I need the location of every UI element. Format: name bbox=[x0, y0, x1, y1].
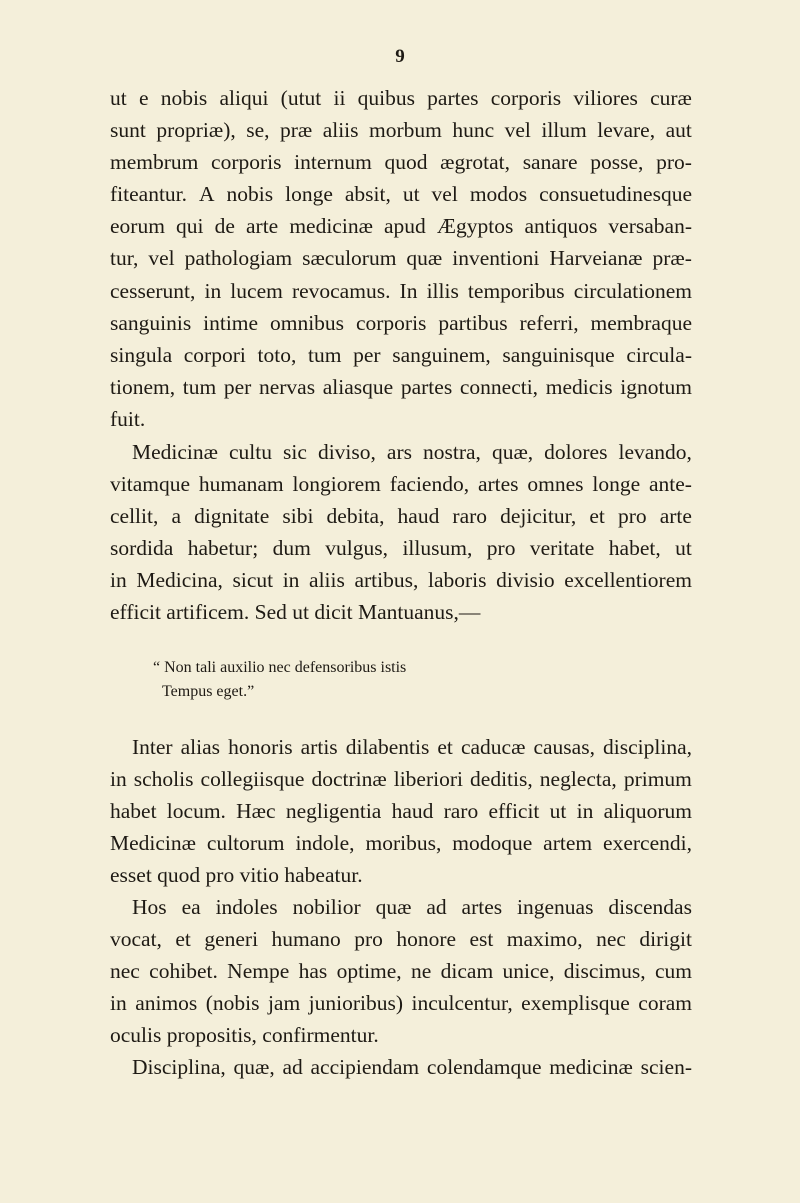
word: dum bbox=[272, 536, 311, 561]
word: tionem, bbox=[110, 374, 176, 399]
text-line bbox=[110, 955, 692, 987]
word: Hæc bbox=[236, 799, 276, 824]
text-line bbox=[110, 564, 692, 596]
word: dejicitur, bbox=[500, 504, 577, 529]
word: illusum, bbox=[402, 536, 473, 561]
word: raro bbox=[452, 504, 488, 529]
word: quæ, bbox=[233, 1055, 275, 1079]
word: neglecta, bbox=[539, 767, 617, 792]
word: aliasque bbox=[322, 374, 394, 399]
word: Disciplina, bbox=[132, 1055, 226, 1079]
word: levando, bbox=[618, 440, 692, 464]
text-line: oculis propositis, confirmentur. bbox=[110, 1023, 379, 1048]
text-line bbox=[110, 532, 692, 564]
text-line: efficit artificem. Sed ut dicit Mantuanus,— bbox=[110, 600, 481, 625]
word: vitamque bbox=[110, 472, 191, 497]
word: sunt bbox=[110, 118, 146, 143]
word: aut bbox=[665, 118, 692, 143]
word: est bbox=[469, 927, 494, 952]
word: internum bbox=[294, 150, 372, 175]
word: tum bbox=[308, 342, 342, 367]
word: aliis bbox=[322, 118, 359, 143]
word: artes bbox=[461, 895, 503, 919]
word: accipiendam bbox=[310, 1055, 420, 1079]
word: divisio bbox=[496, 568, 555, 593]
word: ut bbox=[110, 86, 127, 110]
word: efficit bbox=[488, 799, 540, 824]
word: longe bbox=[592, 472, 641, 497]
word: posse, bbox=[590, 150, 644, 175]
word: haud bbox=[397, 504, 440, 529]
word: aliquorum bbox=[603, 799, 692, 824]
word: haud bbox=[391, 799, 434, 824]
word: vocat, bbox=[110, 927, 162, 952]
word: se, bbox=[246, 118, 270, 143]
word: corporis bbox=[211, 150, 282, 175]
word: in bbox=[576, 799, 594, 824]
word: scholis bbox=[133, 767, 194, 792]
word: fiteantur. bbox=[110, 182, 188, 207]
word: cohibet. bbox=[149, 959, 218, 984]
word: ut bbox=[549, 799, 567, 824]
word: temporibus bbox=[467, 278, 565, 303]
word: Medicina, bbox=[136, 568, 223, 593]
word: præ- bbox=[652, 246, 692, 271]
word: animos bbox=[135, 991, 198, 1016]
word: doctrinæ bbox=[311, 767, 387, 792]
word: (utut bbox=[280, 86, 322, 110]
word: ægrotat, bbox=[440, 150, 511, 175]
word: longiorem bbox=[292, 472, 381, 497]
word: cultorum bbox=[206, 831, 285, 856]
word: medicis bbox=[545, 374, 613, 399]
text-line bbox=[110, 178, 692, 210]
word: nobis bbox=[226, 182, 274, 207]
word: et bbox=[437, 735, 453, 759]
text-line bbox=[110, 827, 692, 859]
text-line bbox=[110, 500, 692, 532]
word: pro- bbox=[656, 150, 692, 175]
word: sicut bbox=[232, 568, 274, 593]
word: ne bbox=[411, 959, 432, 984]
word: ignotum bbox=[620, 374, 692, 399]
word: exercendi, bbox=[603, 831, 692, 856]
quote-line: Tempus eget.” bbox=[162, 683, 255, 700]
word: deditis, bbox=[470, 767, 533, 792]
word: medicinæ bbox=[289, 214, 373, 239]
paragraph-5 bbox=[110, 1051, 692, 1083]
word: honore bbox=[396, 927, 457, 952]
word: dirigit bbox=[639, 927, 692, 952]
word: dignitate bbox=[194, 504, 270, 529]
word: raro bbox=[443, 799, 479, 824]
word: præ bbox=[279, 118, 313, 143]
word: revocamus. bbox=[291, 278, 391, 303]
word: locum. bbox=[166, 799, 226, 824]
word: primum bbox=[623, 767, 692, 792]
word: tum bbox=[182, 374, 217, 399]
word: indoles bbox=[215, 895, 278, 919]
word: membrum bbox=[110, 150, 199, 175]
word: pro bbox=[486, 536, 516, 561]
text-line bbox=[110, 763, 692, 795]
word: illum bbox=[541, 118, 587, 143]
word: in bbox=[110, 991, 127, 1016]
word: humanam bbox=[198, 472, 284, 497]
word: pro bbox=[354, 927, 383, 952]
word: corpori bbox=[183, 342, 246, 367]
text-line bbox=[110, 987, 692, 1019]
word: artem bbox=[543, 831, 593, 856]
text-line bbox=[110, 114, 692, 146]
word: junioribus) bbox=[308, 991, 404, 1016]
word: modos bbox=[469, 182, 528, 207]
word: aliis bbox=[309, 568, 345, 593]
word: artibus, bbox=[354, 568, 419, 593]
word: inventioni bbox=[452, 246, 540, 271]
paragraph-4 bbox=[110, 891, 692, 1051]
word: in bbox=[282, 568, 300, 593]
word: in bbox=[110, 568, 127, 593]
word: levare, bbox=[597, 118, 656, 143]
word: nec bbox=[110, 959, 140, 984]
word: Medicinæ bbox=[132, 440, 218, 464]
word: honoris bbox=[228, 735, 293, 759]
text-line bbox=[110, 923, 692, 955]
word: sic bbox=[283, 440, 307, 464]
word: vel bbox=[148, 246, 175, 271]
word: ingenuas bbox=[517, 895, 594, 919]
word: faciendo, bbox=[389, 472, 470, 497]
word: In bbox=[399, 278, 418, 303]
word: nec bbox=[596, 927, 626, 952]
word: laboris bbox=[427, 568, 487, 593]
word: sanguinis bbox=[110, 310, 192, 335]
word: circula- bbox=[626, 342, 692, 367]
word: Hos bbox=[132, 895, 167, 919]
word: toto, bbox=[257, 342, 297, 367]
text-line bbox=[110, 242, 692, 274]
text-line bbox=[110, 468, 692, 500]
word: jam bbox=[267, 991, 301, 1016]
word: ante- bbox=[649, 472, 692, 497]
paragraph-3 bbox=[110, 731, 692, 891]
text-line bbox=[110, 82, 692, 114]
word: et bbox=[175, 927, 191, 952]
text-line: fuit. bbox=[110, 406, 146, 431]
word: e bbox=[138, 86, 149, 110]
word: humano bbox=[271, 927, 341, 952]
word: cesserunt, bbox=[110, 278, 196, 303]
word: nobilior bbox=[292, 895, 361, 919]
word: sanguinisque bbox=[502, 342, 615, 367]
word: intime bbox=[203, 310, 259, 335]
word: diviso, bbox=[317, 440, 376, 464]
word: optime, bbox=[336, 959, 402, 984]
verse-quote bbox=[153, 656, 406, 704]
word: longe bbox=[285, 182, 333, 207]
word: Medicinæ bbox=[110, 831, 196, 856]
word: habet bbox=[110, 799, 157, 824]
text-line bbox=[110, 371, 692, 403]
word: ars bbox=[386, 440, 412, 464]
word: arte bbox=[246, 214, 279, 239]
word: et bbox=[589, 504, 605, 529]
word: tur, bbox=[110, 246, 139, 271]
word: Harveianæ bbox=[549, 246, 643, 271]
word: ad bbox=[282, 1055, 303, 1079]
word: consuetudinesque bbox=[539, 182, 692, 207]
text-line bbox=[110, 210, 692, 242]
paragraph-1 bbox=[110, 82, 692, 435]
word: collegiisque bbox=[200, 767, 305, 792]
word: vulgus, bbox=[325, 536, 389, 561]
word: unice, bbox=[502, 959, 555, 984]
word: habet, bbox=[608, 536, 661, 561]
word: (nobis bbox=[205, 991, 260, 1016]
word: per bbox=[353, 342, 381, 367]
word: de bbox=[214, 214, 235, 239]
word: Nempe bbox=[227, 959, 290, 984]
word: quod bbox=[384, 150, 428, 175]
word: connecti, bbox=[459, 374, 539, 399]
text-line bbox=[110, 307, 692, 339]
word: quibus bbox=[357, 86, 415, 110]
word: caducæ bbox=[460, 735, 526, 759]
word: ad bbox=[426, 895, 447, 919]
paragraph-2 bbox=[110, 436, 692, 629]
text-line bbox=[110, 275, 692, 307]
word: debita, bbox=[326, 504, 385, 529]
word: propriæ), bbox=[156, 118, 236, 143]
word: Ægyptos bbox=[436, 214, 514, 239]
word: artis bbox=[300, 735, 338, 759]
text-line bbox=[110, 436, 692, 468]
word: curæ bbox=[650, 86, 692, 110]
word: antiquos bbox=[524, 214, 598, 239]
word: artes bbox=[477, 472, 519, 497]
word: cultu bbox=[229, 440, 273, 464]
word: singula bbox=[110, 342, 173, 367]
text-line bbox=[110, 731, 692, 763]
word: ea bbox=[181, 895, 201, 919]
text-line bbox=[110, 146, 692, 178]
word: per bbox=[223, 374, 252, 399]
word: inculcentur, bbox=[411, 991, 513, 1016]
word: referri, bbox=[519, 310, 579, 335]
word: ut bbox=[402, 182, 420, 207]
word: qui bbox=[176, 214, 204, 239]
word: nobis bbox=[160, 86, 208, 110]
word: sibi bbox=[282, 504, 314, 529]
word: a bbox=[171, 504, 181, 529]
word: negligentia bbox=[285, 799, 382, 824]
word: hunc bbox=[452, 118, 495, 143]
word: Inter bbox=[132, 735, 173, 759]
word: has bbox=[298, 959, 328, 984]
text-line bbox=[110, 1051, 692, 1083]
word: aliqui bbox=[219, 86, 269, 110]
word: sordida bbox=[110, 536, 174, 561]
word: cellit, bbox=[110, 504, 159, 529]
word: partibus bbox=[438, 310, 508, 335]
word: discimus, bbox=[563, 959, 646, 984]
text-line bbox=[110, 795, 692, 827]
word: omnes bbox=[527, 472, 584, 497]
word: quæ bbox=[375, 895, 412, 919]
word: scien- bbox=[640, 1055, 692, 1079]
text-line bbox=[110, 339, 692, 371]
word: discendas bbox=[608, 895, 692, 919]
word: ut bbox=[675, 536, 692, 561]
word: colendamque bbox=[426, 1055, 542, 1079]
word: medicinæ bbox=[549, 1055, 633, 1079]
word: modoque bbox=[452, 831, 533, 856]
word: sanguinem, bbox=[392, 342, 491, 367]
word: apud bbox=[384, 214, 426, 239]
word: eorum bbox=[110, 214, 165, 239]
word: coram bbox=[638, 991, 692, 1016]
word: alias bbox=[180, 735, 221, 759]
word: circulationem bbox=[573, 278, 692, 303]
word: vel bbox=[431, 182, 458, 207]
word: nostra, bbox=[423, 440, 481, 464]
word: moribus, bbox=[365, 831, 442, 856]
word: dolores bbox=[544, 440, 608, 464]
word: morbum bbox=[369, 118, 442, 143]
word: dicam bbox=[440, 959, 494, 984]
word: corporis bbox=[355, 310, 427, 335]
word: corporis bbox=[490, 86, 562, 110]
word: quæ bbox=[406, 246, 443, 271]
word: omnibus bbox=[269, 310, 345, 335]
word: disciplina, bbox=[603, 735, 692, 759]
word: lucem bbox=[230, 278, 283, 303]
word: quæ, bbox=[491, 440, 534, 464]
word: sanare bbox=[522, 150, 578, 175]
word: excellentiorem bbox=[564, 568, 692, 593]
word: veritate bbox=[529, 536, 595, 561]
word: dilabentis bbox=[345, 735, 430, 759]
page-number: 9 bbox=[395, 46, 405, 67]
word: habetur; bbox=[187, 536, 259, 561]
word: arte bbox=[659, 504, 692, 529]
word: ii bbox=[333, 86, 346, 110]
word: vel bbox=[504, 118, 531, 143]
quote-line: “ Non tali auxilio nec defensoribus istis bbox=[153, 659, 407, 676]
word: causas, bbox=[533, 735, 595, 759]
word: indole, bbox=[295, 831, 355, 856]
word: pathologiam bbox=[184, 246, 293, 271]
word: absit, bbox=[344, 182, 391, 207]
word: viliores bbox=[573, 86, 638, 110]
word: cum bbox=[654, 959, 692, 984]
word: exemplisque bbox=[521, 991, 630, 1016]
word: pro bbox=[617, 504, 647, 529]
word: generi bbox=[204, 927, 259, 952]
word: in bbox=[204, 278, 222, 303]
word: partes bbox=[427, 86, 479, 110]
word: maximo, bbox=[506, 927, 583, 952]
word: membraque bbox=[590, 310, 692, 335]
word: nervas bbox=[258, 374, 316, 399]
text-line: esset quod pro vitio habeatur. bbox=[110, 863, 363, 888]
word: in bbox=[110, 767, 127, 792]
word: sæculorum bbox=[302, 246, 397, 271]
word: liberiori bbox=[393, 767, 463, 792]
word: partes bbox=[400, 374, 453, 399]
word: illis bbox=[426, 278, 459, 303]
word: A bbox=[199, 182, 215, 207]
word: versaban- bbox=[608, 214, 692, 239]
text-line bbox=[110, 891, 692, 923]
